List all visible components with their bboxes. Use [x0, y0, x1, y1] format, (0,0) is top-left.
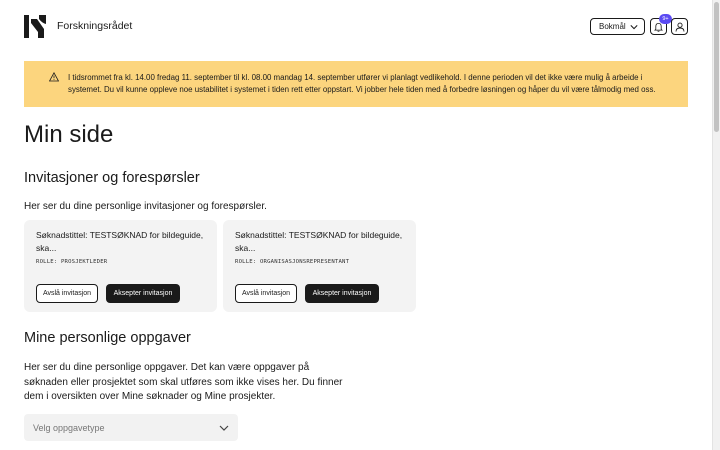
tasks-heading: Mine personlige oppgaver [24, 330, 191, 346]
page-scrollbar[interactable] [712, 0, 720, 450]
user-icon [675, 22, 685, 32]
forskningsradet-logo[interactable] [24, 15, 46, 38]
invitation-card [24, 220, 217, 312]
accept-invitation-button[interactable]: Aksepter invitasjon [305, 284, 379, 303]
decline-invitation-button[interactable]: Avslå invitasjon [36, 284, 98, 303]
invitations-intro: Her ser du dine personlige invitasjoner og forespørsler. [24, 201, 267, 212]
tasks-description: Her ser du dine personlige oppgaver. Det kan være oppgaver på søknaden eller prosjektet som skal utføres som ikke vises her. Du finner dem i oversikten over Mine søknader og Mine prosjekter. [24, 362, 343, 402]
invitation-title: Søknadstittel: TESTSØKNAD for bildeguide, ska... [36, 230, 204, 253]
invitation-role: ROLLE: PROSJEKTLEDER [36, 259, 108, 265]
chevron-down-icon [630, 23, 638, 31]
invitation-card [223, 220, 416, 312]
chevron-down-icon [219, 423, 229, 433]
accept-invitation-button[interactable]: Aksepter invitasjon [106, 284, 180, 303]
notification-count-badge: 9+ [659, 14, 672, 24]
invitations-heading: Invitasjoner og forespørsler [24, 170, 200, 186]
invitation-role: ROLLE: ORGANISASJONSREPRESENTANT [235, 259, 350, 265]
language-select[interactable] [590, 18, 645, 35]
brand-name[interactable]: Forskningsrådet [57, 20, 133, 32]
task-type-placeholder: Velg oppgavetype [33, 423, 105, 433]
warning-triangle-icon [49, 72, 59, 82]
decline-invitation-button[interactable]: Avslå invitasjon [235, 284, 297, 303]
maintenance-alert [24, 61, 688, 107]
site-header [0, 0, 712, 54]
task-type-select[interactable] [24, 414, 238, 441]
alert-message: I tidsrommet fra kl. 14.00 fredag 11. september til kl. 08.00 mandag 14. september utfører vi planlagt vedlikehold. I denne perioden vil det ikke være mulig å arbeide i systemet. Du vil kunne oppleve noe ustabilitet i systemet i tiden rett etter oppstart. Vi jobber hele tiden med å forbedre løsningen og håper du vil være tålmodig med oss. [68, 73, 656, 94]
invitation-title: Søknadstittel: TESTSØKNAD for bildeguide, ska... [235, 230, 403, 253]
scrollbar-thumb[interactable] [714, 2, 719, 132]
page-title: Min side [24, 121, 114, 148]
language-select-value: Bokmål [599, 22, 626, 31]
profile-button[interactable] [671, 18, 688, 35]
